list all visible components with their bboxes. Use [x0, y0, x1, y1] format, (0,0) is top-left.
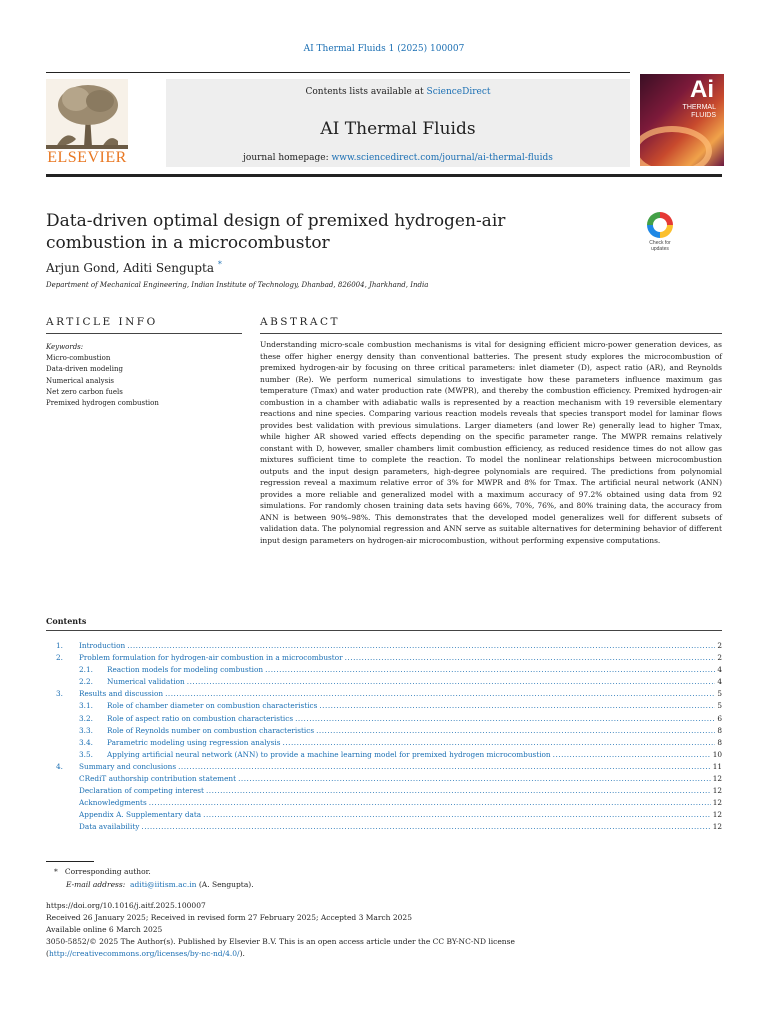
toc-entry-page: 2 [717, 653, 722, 663]
toc-entry-number [46, 714, 107, 723]
corresponding-author-mark[interactable]: * [217, 260, 222, 269]
license-close: ). [239, 949, 245, 958]
toc-entry-page: 8 [717, 737, 722, 747]
article-info-heading: ARTICLE INFO [46, 316, 158, 328]
toc-number-text: 3.1. [79, 701, 93, 711]
toc-number-text: 2.1. [79, 665, 93, 675]
toc-entry-title[interactable]: Role of chamber diameter on combustion characteristics [107, 701, 318, 711]
toc-entry-number [46, 762, 79, 771]
toc-entry-number [46, 738, 107, 747]
toc-entry-page: 12 [712, 798, 722, 808]
toc-entry-page: 5 [717, 689, 722, 699]
check-updates-label: Check for updates [649, 240, 671, 252]
contents-available [166, 87, 630, 97]
elsevier-tree-icon [46, 79, 128, 149]
toc-entry-title[interactable]: Problem formulation for hydrogen-air combustion in a microcombustor [79, 653, 343, 663]
toc-entry-title[interactable]: Results and discussion [79, 689, 164, 699]
toc-entry-page: 4 [717, 665, 722, 675]
toc-entry[interactable] [46, 677, 722, 689]
copyright-line: 3050-5852/© 2025 The Author(s). Published by Elsevier B.V. This is an open access article under the CC BY-NC-ND license [46, 937, 515, 946]
email-suffix: (A. Sengupta). [198, 880, 254, 889]
toc-entry-number [46, 677, 107, 686]
contents-prefix: Contents lists available at [305, 87, 427, 97]
check-updates-icon [647, 212, 673, 238]
doi-link[interactable]: https://doi.org/10.1016/j.aitf.2025.100007 [46, 901, 206, 910]
toc-dot-leader [187, 677, 716, 686]
toc-entry[interactable] [46, 822, 722, 834]
toc-entry-page: 12 [712, 822, 722, 832]
toc-entry-title[interactable]: Data availability [79, 822, 140, 832]
toc-entry-page: 6 [717, 713, 722, 723]
toc-entry-page: 5 [717, 701, 722, 711]
toc-entry-title[interactable]: Acknowledgments [79, 798, 147, 808]
toc-number-text: 3.3. [79, 725, 93, 735]
cover-thermal-text: THERMAL [682, 104, 716, 111]
toc-dot-leader [553, 750, 711, 759]
contents-heading: Contents [46, 616, 87, 626]
table-of-contents [46, 641, 722, 835]
elsevier-wordmark: ELSEVIER [47, 149, 127, 166]
keywords-label: Keywords: [46, 343, 84, 351]
toc-entry[interactable] [46, 726, 722, 738]
journal-title: AI Thermal Fluids [320, 119, 476, 139]
toc-dot-leader [295, 714, 715, 723]
toc-entry-page: 8 [717, 725, 722, 735]
homepage-link[interactable]: www.sciencedirect.com/journal/ai-thermal-fluids [331, 153, 553, 163]
toc-entry-number [46, 665, 107, 674]
toc-entry-page: 12 [712, 810, 722, 820]
footnote-mark: * [54, 867, 58, 876]
toc-entry[interactable] [46, 810, 722, 822]
toc-entry-page: 12 [712, 786, 722, 796]
toc-dot-leader [238, 774, 711, 783]
toc-dot-leader [178, 762, 711, 771]
affiliation: Department of Mechanical Engineering, Indian Institute of Technology, Dhanbad, 826004, Jharkhand, India [46, 281, 429, 289]
toc-entry[interactable] [46, 701, 722, 713]
toc-entry-title[interactable]: CRediT authorship contribution statement [79, 774, 237, 784]
toc-entry[interactable] [46, 665, 722, 677]
license-open: ( [46, 949, 49, 958]
keyword: Micro-combustion [46, 354, 111, 363]
toc-entry-page: 4 [717, 677, 722, 687]
abstract-rule [260, 333, 722, 334]
keyword: Data-driven modeling [46, 365, 123, 374]
toc-dot-leader [265, 665, 715, 674]
toc-entry-title[interactable]: Parametric modeling using regression analysis [107, 737, 281, 747]
toc-entry-title[interactable]: Introduction [79, 641, 126, 650]
corresponding-text: Corresponding author. [64, 867, 151, 876]
toc-number-text: 1. [56, 641, 63, 650]
elsevier-logo [46, 79, 128, 167]
toc-entry-title[interactable]: Role of Reynolds number on combustion characteristics [107, 725, 315, 735]
license-link[interactable]: http://creativecommons.org/licenses/by-nc-nd/4.0/ [48, 949, 240, 958]
footnote-rule [46, 861, 94, 862]
toc-entry-title[interactable]: Reaction models for modeling combustion [107, 665, 264, 675]
toc-dot-leader [127, 641, 715, 650]
received-dates: Received 26 January 2025; Received in revised form 27 February 2025; Accepted 3 March 2025 [46, 913, 412, 922]
toc-entry[interactable] [46, 798, 722, 810]
cover-swirl [640, 126, 712, 166]
toc-number-text: 3. [56, 689, 63, 699]
sciencedirect-link[interactable]: ScienceDirect [426, 87, 491, 97]
toc-entry-number [46, 750, 107, 759]
toc-entry[interactable] [46, 774, 722, 786]
toc-entry-title[interactable]: Summary and conclusions [79, 761, 177, 771]
homepage-prefix: journal homepage: [243, 153, 332, 163]
journal-masthead [46, 72, 630, 166]
toc-entry[interactable] [46, 714, 722, 726]
toc-dot-leader [149, 798, 711, 807]
masthead-rule [46, 174, 722, 177]
toc-dot-leader [206, 786, 711, 795]
toc-entry-number [46, 689, 79, 698]
toc-entry[interactable] [46, 786, 722, 798]
toc-number-text: 2.2. [79, 677, 93, 687]
toc-number-text: 2. [56, 653, 63, 663]
journal-reference[interactable]: AI Thermal Fluids 1 (2025) 100007 [303, 44, 465, 54]
toc-entry[interactable] [46, 653, 722, 665]
paper-title: Data-driven optimal design of premixed hydrogen-air combustion in a microcombustor [46, 211, 506, 253]
toc-entry-number [46, 701, 107, 710]
toc-dot-leader [203, 810, 711, 819]
check-for-updates-badge[interactable] [640, 212, 680, 256]
toc-dot-leader [345, 653, 716, 662]
toc-entry-page: 12 [712, 774, 722, 784]
toc-entry[interactable] [46, 738, 722, 750]
journal-info-box [166, 79, 630, 167]
toc-entry[interactable] [46, 750, 722, 762]
toc-dot-leader [165, 689, 715, 698]
toc-dot-leader [283, 738, 716, 747]
corresponding-footnote [54, 867, 151, 876]
toc-entry[interactable] [46, 762, 722, 774]
keywords-block [46, 342, 242, 409]
toc-entry-title[interactable]: Role of aspect ratio on combustion characteristics [107, 713, 294, 723]
keyword: Premixed hydrogen combustion [46, 399, 159, 408]
toc-entry-title[interactable]: Declaration of competing interest [79, 786, 204, 796]
toc-entry-title[interactable]: Numerical validation [107, 677, 185, 687]
abstract-text: Understanding micro-scale combustion mechanisms is vital for designing efficient micro-power generation devices, as these offer higher energy density than conventional batteries. The present study explores the microcombustion of premixed hydrogen-air by focusing on three critical parameters: inlet diameter (D), aspect ratio (AR), and Reynolds number (Re). We perform numerical simulations to investigate how these parameters influence maximum gas temperature (Tmax) and water production rate (MWPR), and thereby the combustion efficiency. Premixed hydrogen-air combustion in a chamber with adiabatic walls is represented by a reaction mechanism with 19 reversible elementary reactions and nine species. Comparing various reaction models reveals that species transport model for laminar flows provides best validation with previous simulations. Larger diameters (and lower Re) generally lead to higher Tmax, while higher AR showed varied effects depending on the specific parameter range. The MWPR remains relatively constant with D, however, smaller chambers limit combustion efficiency, as reduced residence times do not allow gas mixtures sufficient time to complete the reaction. To model the nonlinear relationships between microcombustion outputs and the input design parameters, high-degree polynomials are required. The predictions from polynomial regression reveal a maximum relative error of 3% for MWPR and 8% for Tmax. The artificial neural network (ANN) provides a more reliable and generalized model with a maximum accuracy of 97.2% obtained using data from 92 simulations. For randomly chosen training data sets having 66%, 70%, 76%, and 80% training data, the accuracy from ANN is between 90%–98%. This demonstrates that the developed model generalizes well for different subsets of validation data. The polynomial regression and ANN serve as suitable alternatives for determining behavior of different input design parameters on hydrogen-air microcombustion, without performing expensive computations. [260, 340, 722, 545]
toc-entry-title[interactable]: Appendix A. Supplementary data [79, 810, 202, 820]
cover-fluids-text: FLUIDS [691, 112, 716, 119]
keyword: Numerical analysis [46, 376, 115, 385]
cover-ai-text: Ai [690, 76, 714, 103]
toc-number-text: 4. [56, 761, 63, 771]
email-link[interactable]: aditi@iitism.ac.in [130, 880, 197, 889]
toc-entry[interactable] [46, 689, 722, 701]
toc-dot-leader [316, 726, 715, 735]
toc-entry-page: 11 [712, 761, 722, 771]
toc-number-text: 3.5. [79, 749, 93, 759]
authors-text: Arjun Gond, Aditi Sengupta [46, 261, 215, 275]
toc-entry-number [46, 653, 79, 662]
keyword: Net zero carbon fuels [46, 387, 123, 396]
toc-entry-title[interactable]: Applying artificial neural network (ANN) to provide a machine learning model for premixed hydrogen microcombustion [107, 749, 551, 759]
contents-rule [46, 630, 722, 631]
abstract-heading: ABSTRACT [260, 316, 341, 328]
toc-entry-number [46, 641, 79, 650]
email-label: E-mail address: [66, 880, 126, 889]
toc-entry-number [46, 726, 107, 735]
toc-number-text: 3.2. [79, 713, 93, 723]
license-line [46, 948, 245, 960]
toc-dot-leader [141, 822, 710, 831]
toc-number-text: 3.4. [79, 737, 93, 747]
article-info-rule [46, 333, 242, 334]
toc-entry[interactable] [46, 641, 722, 653]
journal-homepage [166, 153, 630, 163]
email-footnote [66, 880, 254, 889]
journal-cover-image[interactable] [640, 74, 724, 166]
toc-entry-page: 2 [717, 641, 722, 650]
toc-entry-page: 10 [712, 749, 722, 759]
toc-dot-leader [319, 701, 715, 710]
author-list [46, 260, 222, 275]
available-online: Available online 6 March 2025 [46, 925, 163, 934]
